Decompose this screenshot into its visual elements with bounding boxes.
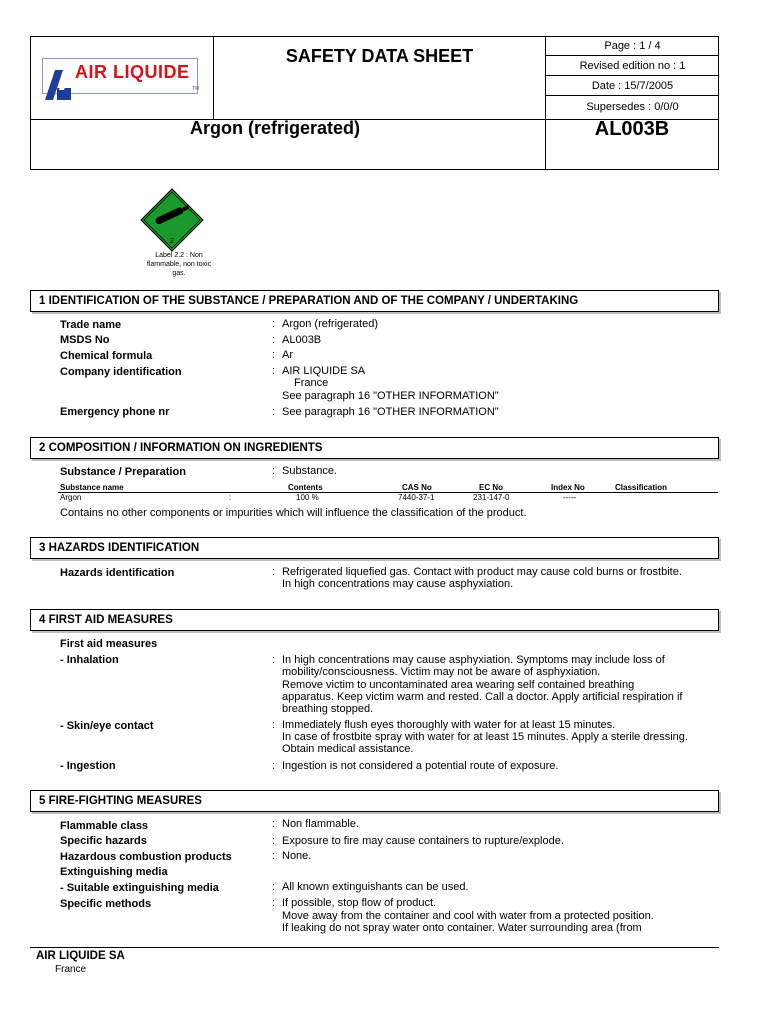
skin-eye-line-2: In case of frostbite spray with water for at least 15 minutes. Apply a sterile dressing. <box>282 731 688 743</box>
logo-trademark: TM <box>192 86 200 92</box>
suitable-extinguishing-label: - Suitable extinguishing media <box>60 882 219 894</box>
company-see-paragraph: See paragraph 16 "OTHER INFORMATION" <box>282 390 499 402</box>
chemical-formula-label: Chemical formula <box>60 350 153 362</box>
logo-text: AIR LIQUIDE <box>75 62 190 82</box>
msds-no-label: MSDS No <box>60 334 110 346</box>
colon: : <box>272 406 276 418</box>
specific-methods-line-2: Move away from the container and cool with water from a protected position. <box>282 910 654 922</box>
colon: : <box>272 318 276 330</box>
footer-divider <box>30 947 719 948</box>
flammable-class-label: Flammable class <box>60 820 149 832</box>
chemical-formula-value: Ar <box>282 349 293 361</box>
table-cell-index-no: ----- <box>563 493 577 502</box>
page-number: Page : 1 / 4 <box>546 36 719 56</box>
table-header-contents: Contents <box>288 483 323 492</box>
hazard-label-caption: Label 2.2 : Non flammable, non toxic gas. <box>146 252 212 277</box>
product-code: AL003B <box>594 118 670 140</box>
inhalation-line-4: apparatus. Keep victim warm and rested. Call a doctor. Apply artificial respiration if <box>282 691 683 703</box>
emergency-phone-value: See paragraph 16 "OTHER INFORMATION" <box>282 406 499 418</box>
section-3-header: 3 HAZARDS IDENTIFICATION <box>30 537 719 559</box>
table-header-cas-no: CAS No <box>402 483 432 492</box>
hazards-identification-label: Hazards identification <box>60 567 175 579</box>
document-title: SAFETY DATA SHEET <box>285 46 474 66</box>
non-flammable-gas-hazard-icon <box>140 188 204 252</box>
specific-hazards-label: Specific hazards <box>60 835 147 847</box>
section-2-header: 2 COMPOSITION / INFORMATION ON INGREDIENTS <box>30 437 719 459</box>
supersedes: Supersedes : 0/0/0 <box>586 101 679 113</box>
company-country: France <box>294 377 329 389</box>
specific-hazards-value: Exposure to fire may cause containers to rupture/explode. <box>282 835 564 847</box>
substance-preparation-value: Substance. <box>282 465 338 477</box>
hazardous-combustion-label: Hazardous combustion products <box>60 851 232 863</box>
inhalation-line-5: breathing stopped. <box>282 703 374 715</box>
specific-methods-line-1: If possible, stop flow of product. <box>282 897 437 909</box>
hazardous-combustion-value: None. <box>282 850 312 862</box>
first-aid-measures-label: First aid measures <box>60 638 158 650</box>
section-5-header: 5 FIRE-FIGHTING MEASURES <box>30 790 719 812</box>
table-cell-contents: 100 % <box>296 493 319 502</box>
colon: : <box>272 334 276 346</box>
extinguishing-media-label: Extinguishing media <box>60 866 168 878</box>
company-identification-label: Company identification <box>60 366 182 378</box>
colon: : <box>272 349 276 361</box>
trade-name-value: Argon (refrigerated) <box>282 318 378 330</box>
emergency-phone-label: Emergency phone nr <box>60 406 170 418</box>
table-header-index-no: Index No <box>551 483 585 492</box>
table-cell-colon: : <box>229 493 232 502</box>
footer-country: France <box>55 964 87 975</box>
substance-preparation-label: Substance / Preparation <box>60 466 186 478</box>
hazards-line-1: Refrigerated liquefied gas. Contact with product may cause cold burns or frostbite. <box>282 566 682 578</box>
inhalation-line-1: In high concentrations may cause asphyxiation. Symptoms may include loss of <box>282 654 665 666</box>
colon: : <box>272 760 276 772</box>
colon: : <box>272 719 276 731</box>
table-header-substance-name: Substance name <box>60 483 124 492</box>
colon: : <box>272 881 276 893</box>
hazard-class-number: 2 <box>170 238 174 245</box>
table-header-classification: Classification <box>615 483 668 492</box>
colon: : <box>272 897 276 909</box>
colon: : <box>272 850 276 862</box>
skin-eye-line-1: Immediately flush eyes thoroughly with water for at least 15 minutes. <box>282 719 616 731</box>
colon: : <box>272 566 276 578</box>
table-cell-ec-no: 231-147-0 <box>473 493 510 502</box>
composition-note: Contains no other components or impurities which will influence the classification of the product. <box>60 507 527 519</box>
colon: : <box>272 654 276 666</box>
footer-company: AIR LIQUIDE SA <box>36 950 125 962</box>
ingestion-label: - Ingestion <box>60 760 116 772</box>
air-liquide-logo-icon <box>45 70 71 100</box>
section-1-header: 1 IDENTIFICATION OF THE SUBSTANCE / PREPARATION AND OF THE COMPANY / UNDERTAKING <box>30 290 719 312</box>
hazards-line-2: In high concentrations may cause asphyxiation. <box>282 578 514 590</box>
inhalation-line-3: Remove victim to uncontaminated area wearing self contained breathing <box>282 679 635 691</box>
specific-methods-line-3: If leaking do not spray water onto container. Water surrounding area (from <box>282 922 642 934</box>
table-cell-cas-no: 7440-37-1 <box>398 493 435 502</box>
table-divider <box>58 492 718 493</box>
ingestion-value: Ingestion is not considered a potential route of exposure. <box>282 760 559 772</box>
section-4-header: 4 FIRST AID MEASURES <box>30 609 719 631</box>
date: Date : 15/7/2005 <box>546 76 719 96</box>
inhalation-line-2: mobility/consciousness. Victim may not be aware of asphyxiation. <box>282 666 601 678</box>
colon: : <box>272 365 276 377</box>
colon: : <box>272 465 276 477</box>
table-header-ec-no: EC No <box>479 483 503 492</box>
trade-name-label: Trade name <box>60 319 122 331</box>
msds-no-value: AL003B <box>282 334 322 346</box>
revised-edition: Revised edition no : 1 <box>546 56 719 76</box>
specific-methods-label: Specific methods <box>60 898 152 910</box>
colon: : <box>272 835 276 847</box>
company-identification-value: AIR LIQUIDE SA <box>282 365 366 377</box>
flammable-class-value: Non flammable. <box>282 818 360 830</box>
skin-eye-contact-label: - Skin/eye contact <box>60 720 154 732</box>
product-name: Argon (refrigerated) <box>190 118 361 138</box>
colon: : <box>272 818 276 830</box>
table-cell-substance: Argon <box>60 493 82 502</box>
inhalation-label: - Inhalation <box>60 654 119 666</box>
meta-cell <box>545 36 719 120</box>
suitable-extinguishing-value: All known extinguishants can be used. <box>282 881 469 893</box>
skin-eye-line-3: Obtain medical assistance. <box>282 743 414 755</box>
